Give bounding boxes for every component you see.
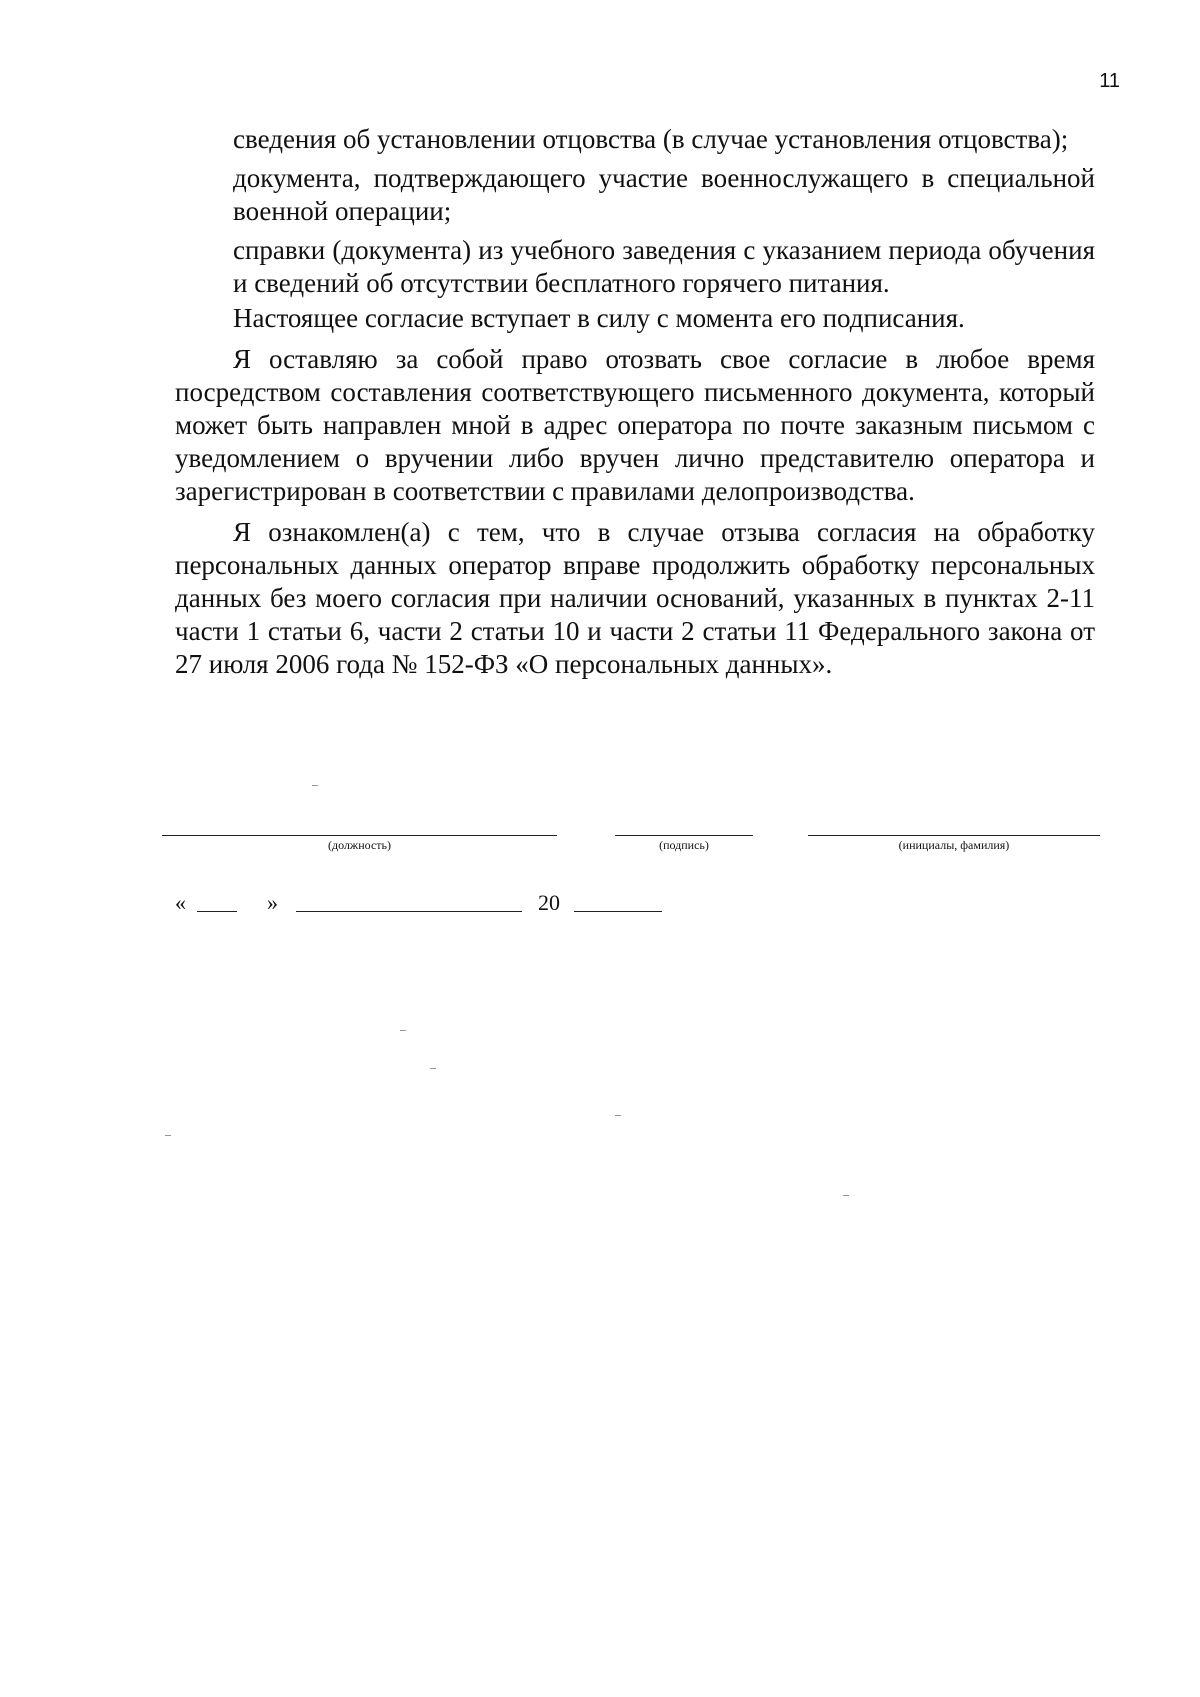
document-body	[175, 123, 1095, 681]
paragraph-acknowledgement: Я ознакомлен(а) с тем, что в случае отзыва согласия на обработку персональных данных оператор вправе продолжить обработку персональных данных без моего согласия при наличии оснований, указанных в пунктах 2-11 части 1 статьи 6, части 2 статьи 10 и части 2 статьи 11 Федерального закона от 27 июля 2006 года № 152-ФЗ «О персональных данных».	[175, 517, 1095, 679]
position-line	[162, 835, 557, 836]
signature-block	[0, 835, 1200, 875]
day-blank[interactable]	[197, 911, 237, 912]
scan-speck	[400, 1030, 406, 1031]
scan-speck	[615, 1115, 621, 1116]
signature-line	[615, 835, 753, 836]
paragraph-revocation: Я оставляю за собой право отозвать свое согласие в любое время посредством составления соответствующего письменного документа, который может быть направлен мной в адрес оператора по почте заказным письмом с уведомлением о вручении либо вручен лично представителю оператора и зарегистрирован в соответствии с правилами делопроизводства.	[175, 344, 1095, 506]
scan-speck	[312, 785, 318, 786]
position-field[interactable]	[162, 835, 557, 853]
close-quote: »	[267, 890, 278, 915]
year-prefix: 20	[538, 890, 560, 915]
list-item-military-document: документа, подтверждающего участие военнослужащего в специальной военной операции;	[233, 163, 1095, 226]
month-blank[interactable]	[296, 911, 522, 912]
open-quote: «	[175, 890, 186, 915]
list-item-paternity: сведения об установлении отцовства (в случае установления отцовства);	[233, 124, 1069, 154]
signature-field[interactable]	[615, 835, 753, 853]
scan-speck	[165, 1135, 171, 1136]
position-caption: (должность)	[328, 838, 391, 852]
year-blank[interactable]	[574, 911, 662, 912]
date-line	[175, 890, 775, 920]
signature-caption: (подпись)	[659, 838, 709, 852]
name-line	[808, 835, 1100, 836]
paragraph-effective: Настоящее согласие вступает в силу с момента его подписания.	[233, 303, 965, 333]
name-caption: (инициалы, фамилия)	[898, 838, 1010, 852]
scan-speck	[843, 1195, 849, 1196]
name-field[interactable]	[808, 835, 1100, 853]
list-item-school-certificate: справки (документа) из учебного заведения с указанием периода обучения и сведений об отсутствии бесплатного горячего питания.	[233, 235, 1095, 298]
scan-speck	[430, 1068, 436, 1069]
page-number: 11	[1099, 70, 1120, 92]
